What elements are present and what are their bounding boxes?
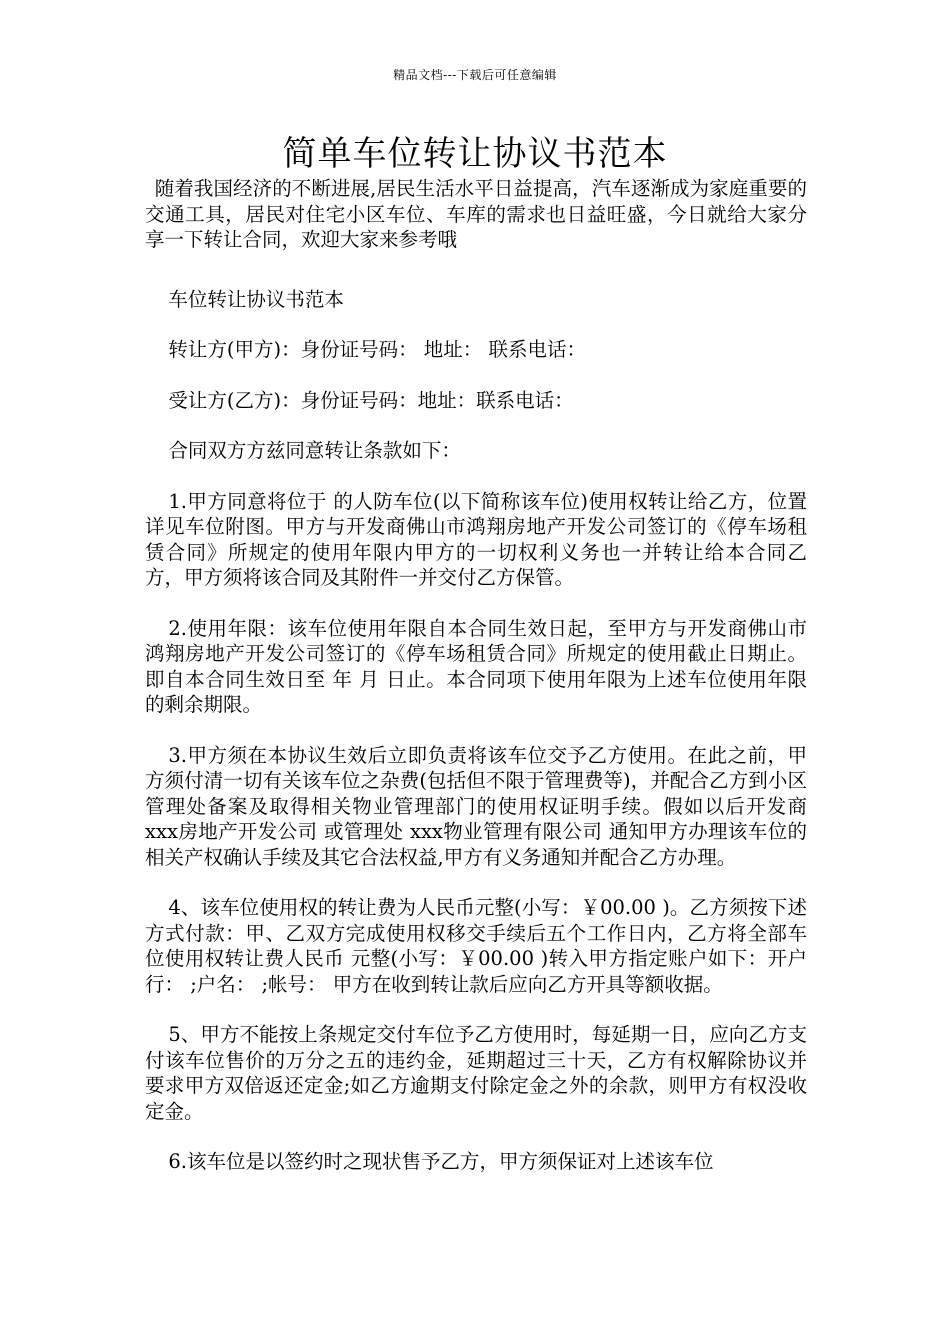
document-body [145, 176, 807, 1175]
clause-6: 6.该车位是以签约时之现状售予乙方，甲方须保证对上述该车位 [168, 1150, 714, 1173]
clause-4: 4、该车位使用权的转让费为人民币元整(小写：￥00.00 )。乙方须按下述方式付款：甲、乙双方完成使用权移交手续后五个工作日内，乙方将全部车位使用权转让费人民币 元整(小写：￥00.00 )转入甲方指定账户如下：开户行： ;户名： ;帐号： 甲方在收到转让款后应向乙方开具等额收据。 [145, 896, 807, 996]
clause-2: 2.使用年限：该车位使用年限自本合同生效日起，至甲方与开发商佛山市鸿翔房地产开发公司签订的《停车场租赁合同》所规定的使用截止日期止。即自本合同生效日至 年 月 日止。本合同项下使用年限为上述车位使用年限的剩余期限。 [145, 616, 807, 716]
party-b-line: 受让方(乙方)：身份证号码：地址：联系电话： [168, 388, 574, 412]
header-note: 精品文档---下载后可任意编辑 [393, 68, 557, 82]
party-a-line: 转让方(甲方)：身份证号码： 地址： 联系电话： [168, 338, 587, 361]
agreement-subtitle: 车位转让协议书范本 [168, 287, 344, 311]
preamble-line: 合同双方方兹同意转让条款如下： [168, 439, 461, 462]
clause-3: 3.甲方须在本协议生效后立即负责将该车位交予乙方使用。在此之前，甲方须付清一切有关该车位之杂费(包括但不限于管理费等)，并配合乙方到小区管理处备案及取得相关物业管理部门的使用权证明手续。假如以后开发商 xxx房地产开发公司 或管理处 xxx物业管理有限公司 通知甲方办理该车位的相关产权确认手续及其它合法权益,甲方有义务通知并配合乙方办理。 [145, 743, 807, 869]
clause-1: 1.甲方同意将位于 的人防车位(以下简称该车位)使用权转让给乙方，位置详见车位附图。甲方与开发商佛山市鸿翔房地产开发公司签订的《停车场租赁合同》所规定的使用年限内甲方的一切权利义务也一并转让给本合同乙方，甲方须将该合同及其附件一并交付乙方保管。 [145, 489, 807, 589]
document-title: 简单车位转让协议书范本 [282, 134, 668, 174]
clause-5: 5、甲方不能按上条规定交付车位予乙方使用时，每延期一日，应向乙方支付该车位售价的万分之五的违约金，延期超过三十天，乙方有权解除协议并要求甲方双倍返还定金;如乙方逾期支付除定金之外的余款，则甲方有权没收定金。 [145, 1023, 807, 1123]
intro-paragraph: 随着我国经济的不断进展,居民生活水平日益提高，汽车逐渐成为家庭重要的交通工具，居民对住宅小区车位、车库的需求也日益旺盛，今日就给大家分享一下转让合同，欢迎大家来参考哦 [145, 177, 807, 251]
